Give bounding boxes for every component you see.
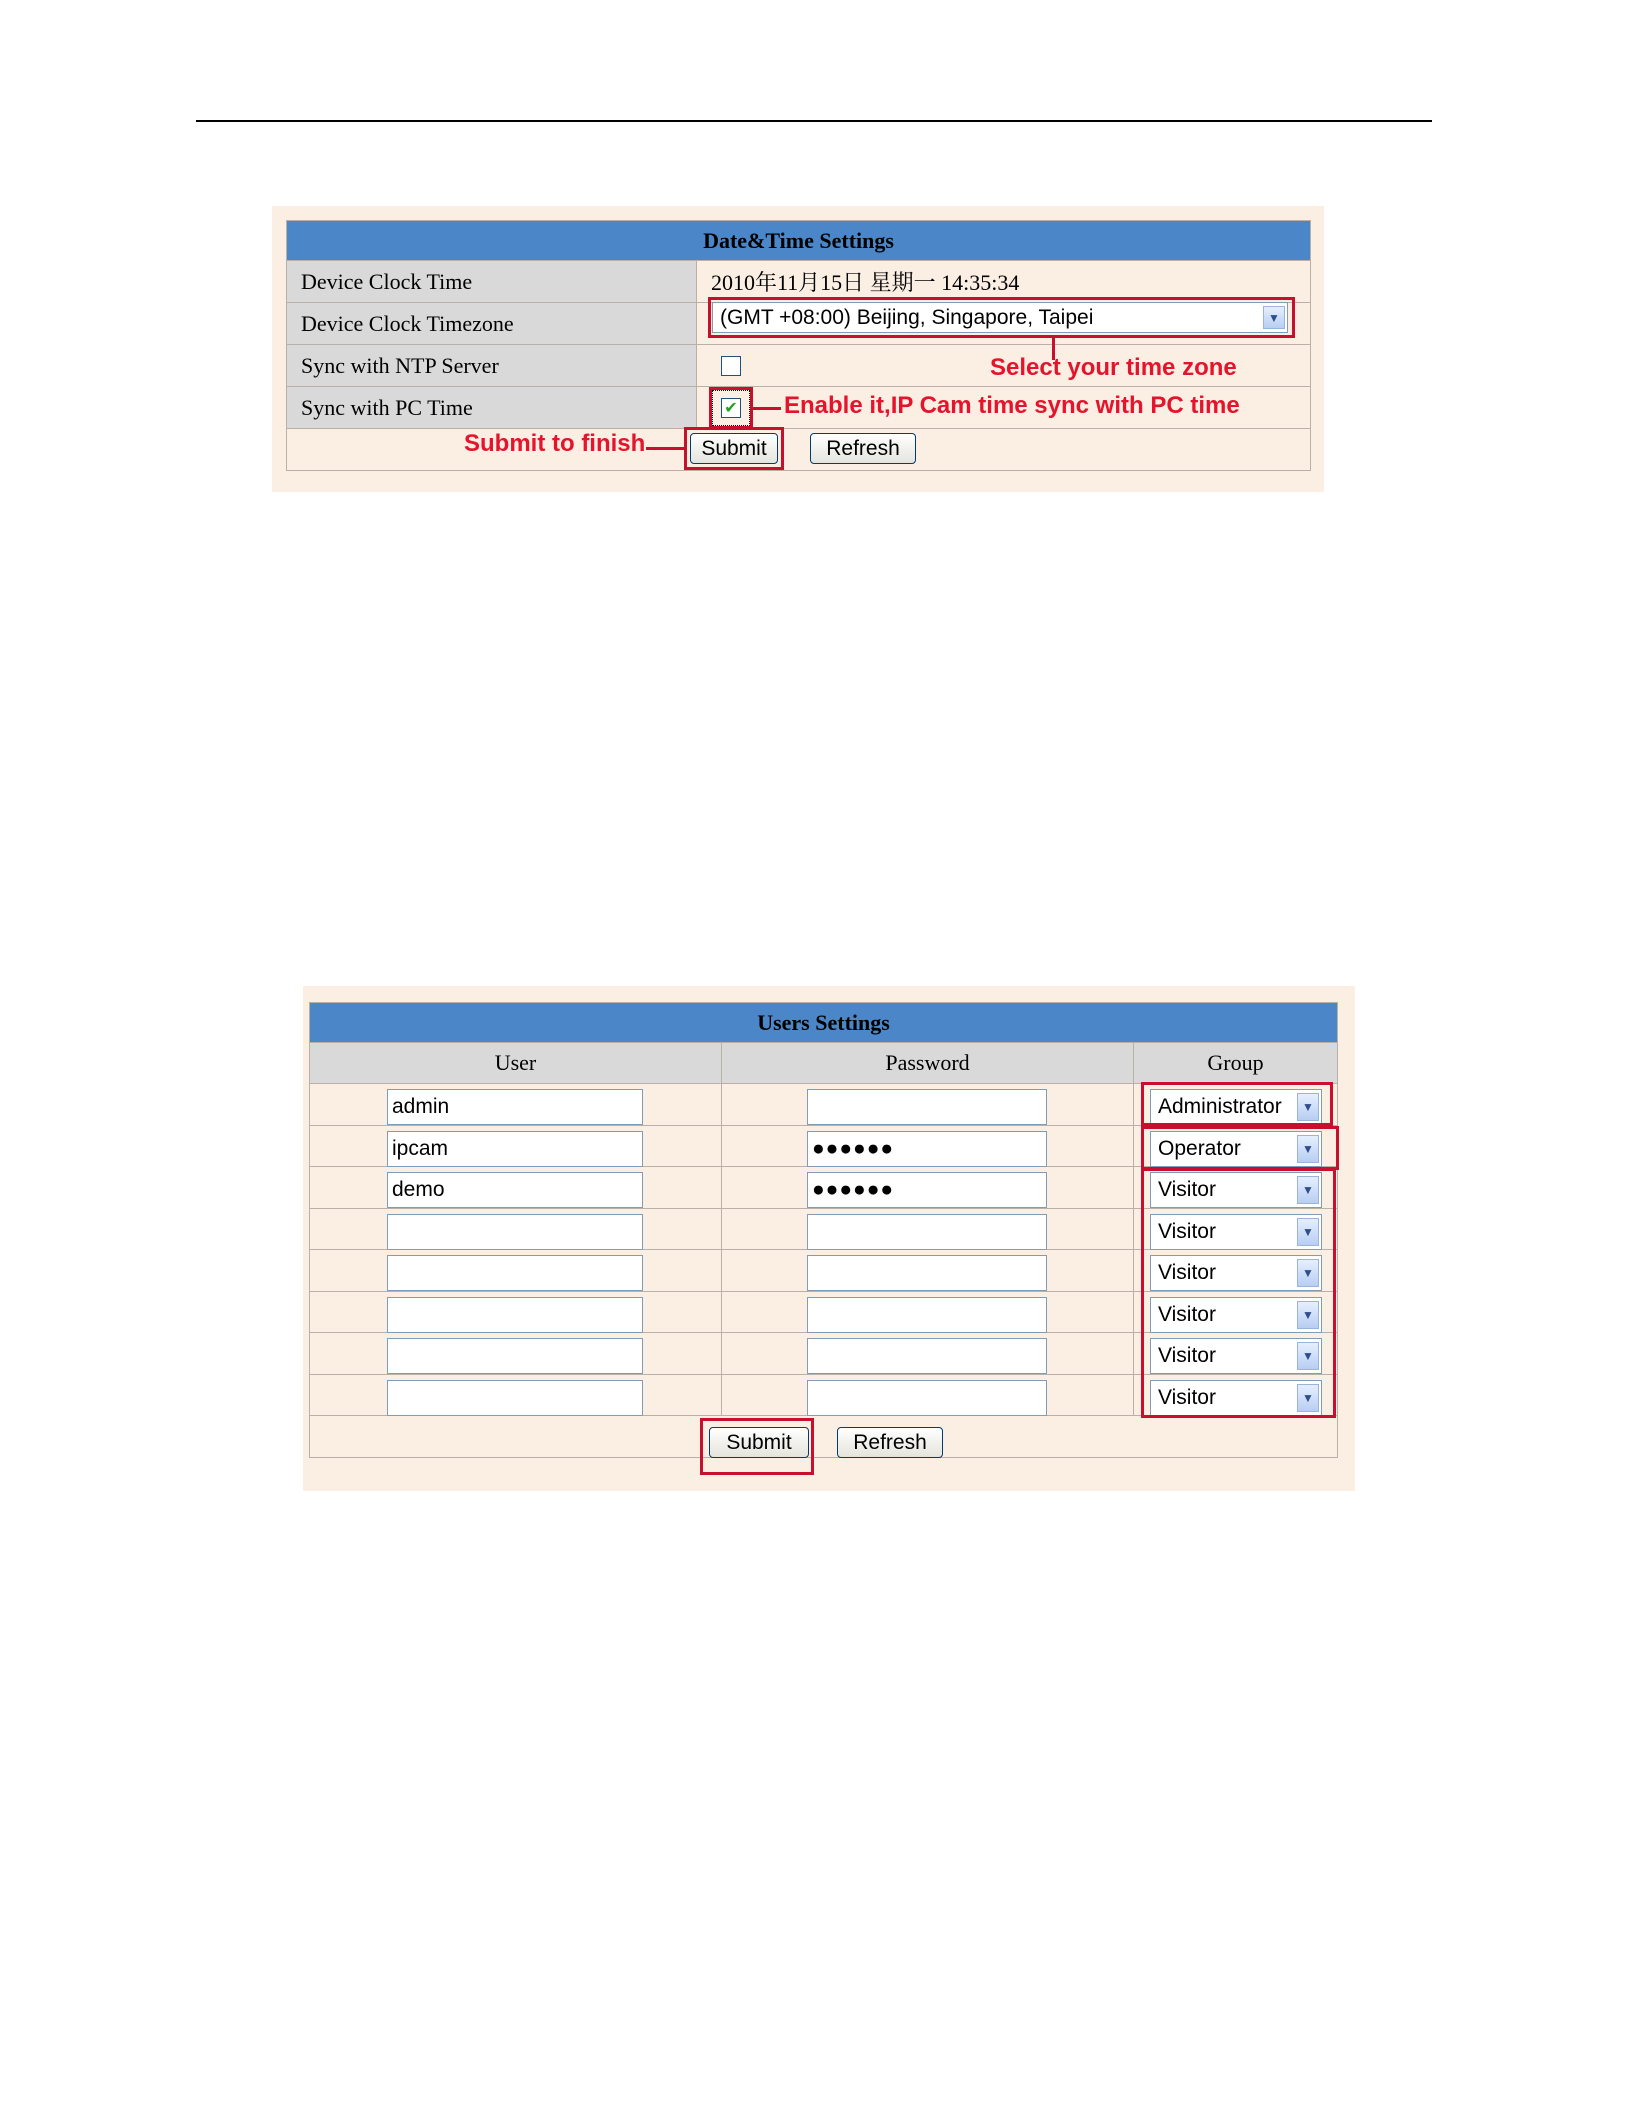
users-panel	[303, 986, 1355, 1491]
device-clock-timezone-label: Device Clock Timezone	[287, 303, 697, 345]
user-group-value: Visitor	[1158, 1261, 1216, 1284]
submit-highlight	[684, 427, 784, 470]
column-header-group: Group	[1134, 1043, 1338, 1084]
submit-annotation-line	[646, 447, 684, 450]
date-time-table	[286, 220, 1311, 471]
pc-time-annotation: Enable it,IP Cam time sync with PC time	[784, 392, 1240, 419]
sync-ntp-label: Sync with NTP Server	[287, 345, 697, 387]
user-group-value: Visitor	[1158, 1344, 1216, 1367]
user-name-input[interactable]	[387, 1255, 643, 1291]
chevron-down-icon[interactable]: ▼	[1297, 1259, 1319, 1287]
user-password-input[interactable]: ●●●●●●	[807, 1172, 1047, 1208]
operator-highlight	[1141, 1126, 1339, 1170]
user-group-value: Visitor	[1158, 1219, 1216, 1243]
device-clock-time-label: Device Clock Time	[287, 261, 697, 303]
user-name-input[interactable]	[387, 1338, 643, 1374]
pc-time-annotation-line	[753, 407, 781, 410]
user-name-input[interactable]	[387, 1214, 643, 1250]
user-password-input[interactable]	[807, 1214, 1047, 1250]
timezone-select-value: (GMT +08:00) Beijing, Singapore, Taipei	[720, 305, 1094, 329]
chevron-down-icon[interactable]: ▼	[1297, 1176, 1319, 1204]
date-time-panel	[272, 206, 1324, 492]
chevron-down-icon[interactable]: ▼	[1297, 1384, 1319, 1412]
date-time-button-row	[287, 429, 1311, 471]
users-submit-highlight	[700, 1418, 814, 1475]
checkmark-icon: ✔	[724, 398, 738, 417]
user-password-input[interactable]	[807, 1380, 1047, 1416]
timezone-annotation: Select your time zone	[990, 354, 1237, 381]
user-password-input[interactable]	[807, 1255, 1047, 1291]
users-title: Users Settings	[310, 1003, 1338, 1043]
date-time-submit-button[interactable]: Submit	[690, 433, 778, 464]
chevron-down-icon[interactable]: ▼	[1297, 1218, 1319, 1246]
chevron-down-icon[interactable]: ▼	[1297, 1093, 1319, 1121]
user-name-input[interactable]: admin	[387, 1089, 643, 1125]
user-name-input[interactable]	[387, 1297, 643, 1333]
page-header-rule	[196, 120, 1432, 122]
timezone-highlight	[708, 297, 1295, 338]
user-group-value: Visitor	[1158, 1302, 1216, 1326]
chevron-down-icon[interactable]: ▼	[1297, 1342, 1319, 1370]
user-name-input[interactable]: demo	[387, 1172, 643, 1208]
chevron-down-icon[interactable]: ▼	[1297, 1301, 1319, 1329]
sync-pc-time-label: Sync with PC Time	[287, 387, 697, 429]
users-refresh-button[interactable]: Refresh	[837, 1427, 943, 1458]
user-group-value: Operator	[1158, 1136, 1241, 1160]
sync-ntp-checkbox[interactable]	[721, 356, 741, 376]
column-header-user: User	[310, 1043, 722, 1084]
chevron-down-icon[interactable]: ▼	[1263, 306, 1285, 329]
user-group-value: Visitor	[1158, 1385, 1216, 1409]
user-group-value: Visitor	[1158, 1178, 1216, 1201]
user-password-input[interactable]: ●●●●●●	[807, 1131, 1047, 1167]
user-name-input[interactable]: ipcam	[387, 1131, 643, 1167]
device-clock-time-value: 2010年11月15日 星期一 14:35:34	[697, 261, 1311, 303]
user-password-input[interactable]	[807, 1297, 1047, 1333]
date-time-title: Date&Time Settings	[287, 221, 1311, 261]
user-name-input[interactable]	[387, 1380, 643, 1416]
chevron-down-icon[interactable]: ▼	[1297, 1135, 1319, 1163]
user-password-input[interactable]	[807, 1089, 1047, 1125]
user-password-input[interactable]	[807, 1338, 1047, 1374]
user-group-value: Administrator	[1158, 1095, 1282, 1118]
users-submit-button[interactable]: Submit	[709, 1427, 809, 1458]
administrator-highlight	[1141, 1082, 1333, 1126]
users-button-row	[310, 1416, 1338, 1458]
date-time-refresh-button[interactable]: Refresh	[810, 433, 916, 464]
column-header-password: Password	[722, 1043, 1134, 1084]
visitor-highlight	[1141, 1168, 1336, 1418]
pc-time-highlight	[709, 387, 753, 429]
submit-annotation: Submit to finish	[464, 430, 646, 457]
